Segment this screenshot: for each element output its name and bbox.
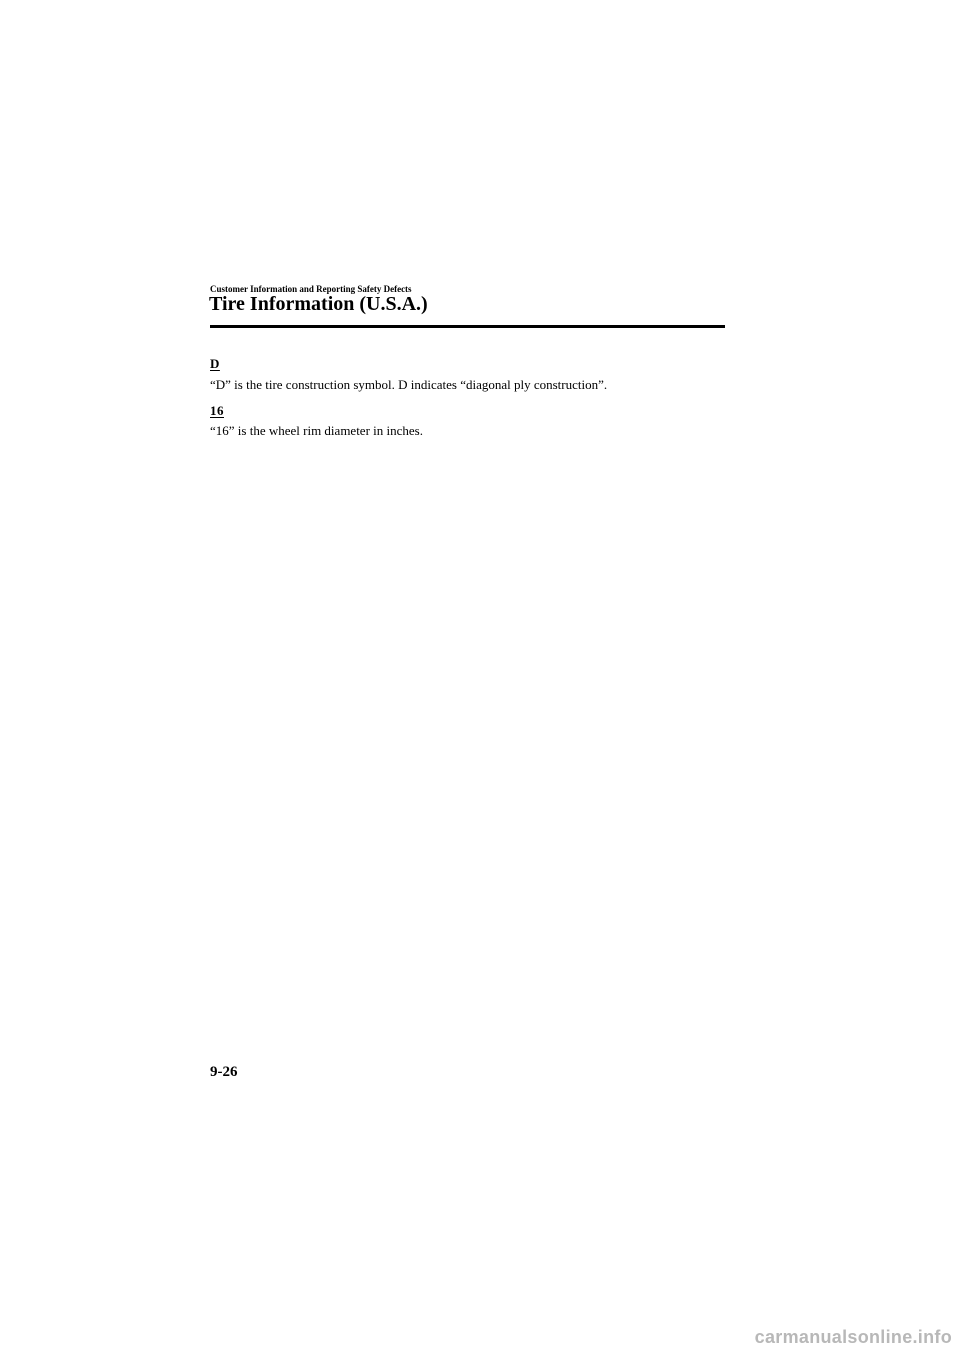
- description-d: “D” is the tire construction symbol. D indicates “diagonal ply construction”.: [210, 377, 608, 392]
- page-number: 9-26: [210, 1064, 238, 1080]
- title-divider: [210, 325, 725, 328]
- page-title: Tire Information (U.S.A.): [209, 293, 428, 315]
- term-d: D: [210, 356, 220, 371]
- watermark: carmanualsonline.info: [754, 1327, 952, 1347]
- description-16: “16” is the wheel rim diameter in inches.: [210, 423, 423, 438]
- term-16: 16: [210, 403, 224, 418]
- section-label: Customer Information and Reporting Safety Defects: [210, 284, 412, 294]
